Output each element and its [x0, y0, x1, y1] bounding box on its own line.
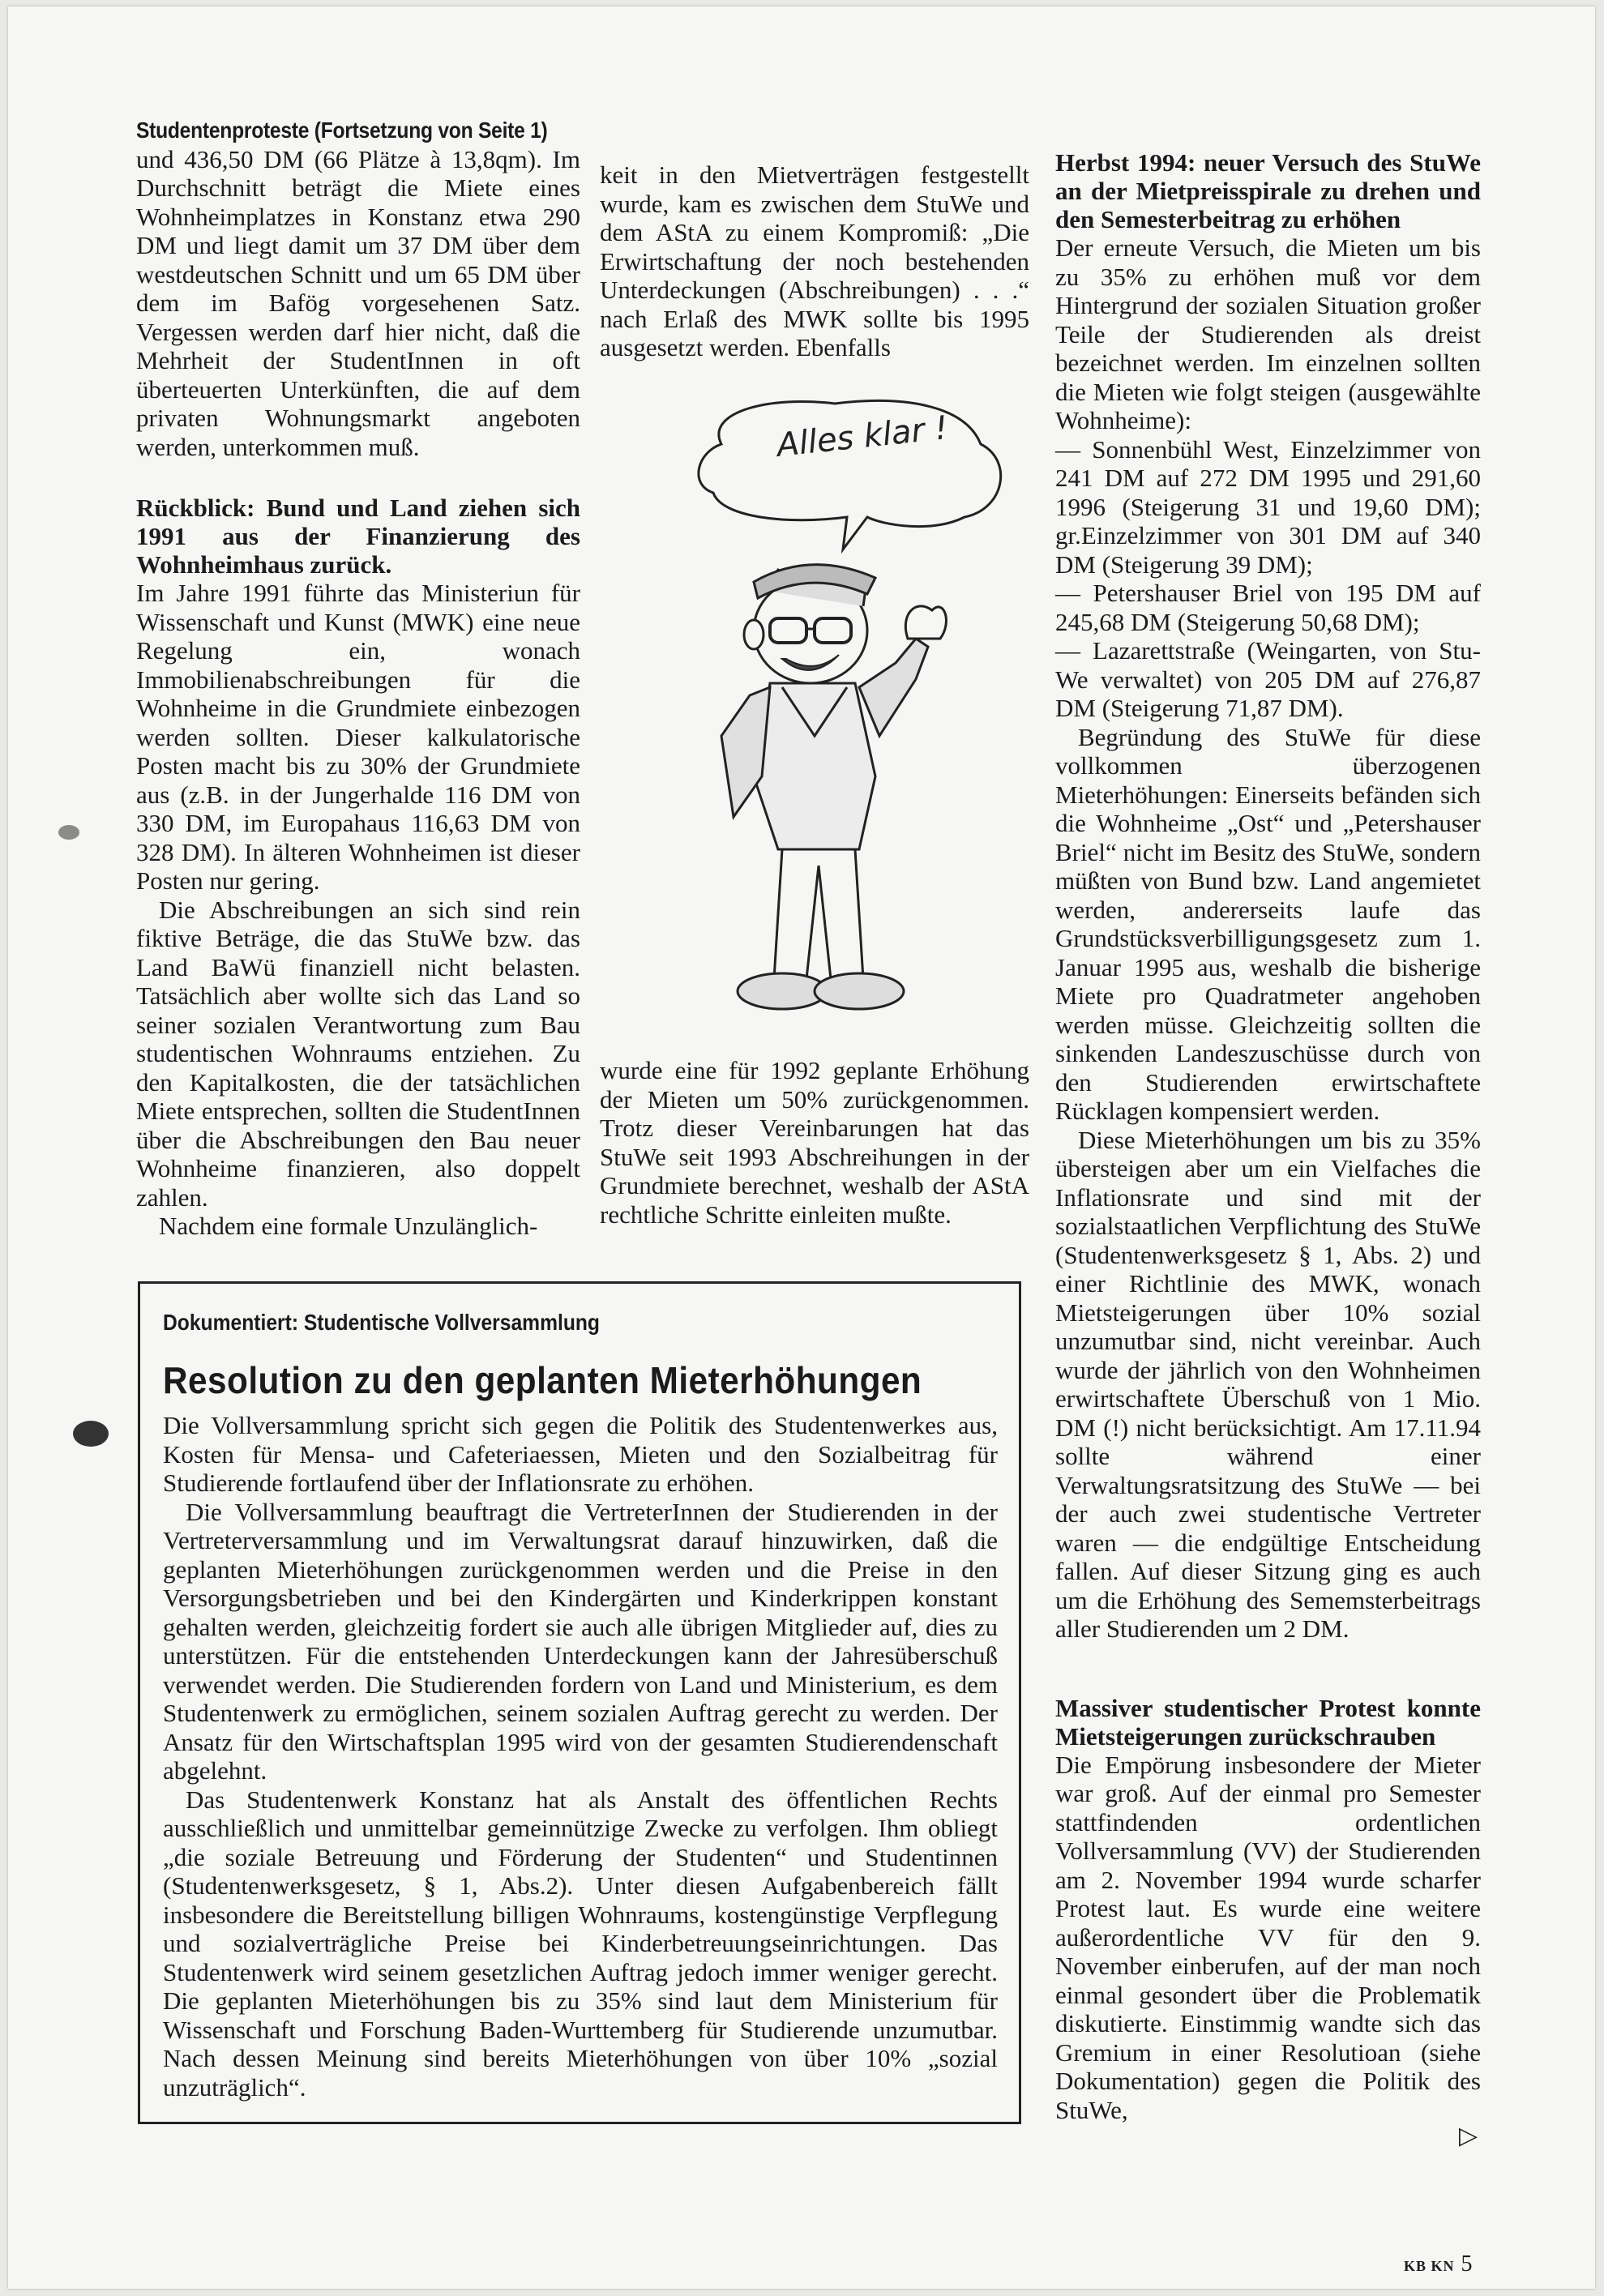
paragraph: Der erneute Versuch, die Mieten um bis zu 35% zu erhöhen muß vor dem Hintergrund der sozialen Situation großer Teile der Studierenden als dreist bezeichnet werden. Im einzelnen sollten die Mieten wie folgt steigen (ausgewählte Wohnheime):: [1055, 233, 1481, 434]
paragraph: Diese Mieterhöhungen um bis zu 35% übersteigen aber um ein Vielfaches die Inflationsrate und sind mit der sozialstaatlichen Verpflichtung des StuWe (Studentenwerksgesetz § 1, Abs. 2) und einer Richtlinie des MWK, wonach Mietsteigerungen über 10% sozial unzumutbar sind, nicht vereinbar. Auch wurde der jährlich von den Wohnheimen erwirtschaftete Überschuß von 1 Mio. DM (!) nicht berücksichtigt. Am 17.11.94 sollte während einer Verwaltungsratsitzung des StuWe — bei der auch zwei studentische Vertreter waren — die endgültige Entscheidung fallen. Auf dieser Sitzung ging es auch um die Erhöhung des Sememsterbeitrags aller Studierenden um 2 DM.: [1055, 1125, 1481, 1643]
section-heading: Rückblick: Bund und Land ziehen sich 1991 aus der Finanzierung des Wohnheimhaus zurück.: [136, 494, 580, 579]
page-footer: [1404, 2251, 1473, 2277]
punch-hole-icon: [58, 825, 79, 840]
speech-text: Alles klar !: [775, 409, 950, 464]
column-left: [136, 116, 580, 1241]
section-heading: Massiver studentischer Protest konnte Mietsteigerungen zurückschrauben: [1055, 1693, 1481, 1751]
paragraph: Nachdem eine formale Unzulänglich-: [159, 1212, 538, 1240]
list-item: — Petershauser Briel von 195 DM auf 245,68 DM (Steigerung 50,68 DM);: [1055, 579, 1481, 636]
newspaper-page: [8, 6, 1595, 2289]
column-right: [1055, 148, 1481, 2124]
resolution-box: [138, 1281, 1021, 2124]
resolution-title: Resolution zu den geplanten Mieterhöhungen: [163, 1358, 922, 1401]
page-number: 5: [1461, 2251, 1473, 2277]
paragraph: Die Empörung insbesondere der Mieter war groß. Auf der einmal pro Semester stattfindenden ordentlichen Vollversammlung (VV) der Studierenden am 2. November 1994 wurde scharfer Protest laut. Es wurde eine weitere außerordentliche VV für den 9. November einberufen, auf der man noch einmal gesondert über die Problematik diskutierte. Einstimmig wandte sich das Gremium in einer Resolutioan (siehe Dokumentation) gegen die Politik des StuWe,: [1055, 1750, 1481, 2124]
section-heading: Herbst 1994: neuer Versuch des StuWe an der Mietpreisspirale zu drehen und den Semesterbeitrag zu erhöhen: [1055, 148, 1481, 233]
waving-hand-icon: [905, 606, 946, 639]
paragraph: Begründung des StuWe für diese vollkommen überzogenen Mieterhöhungen: Einerseits befänden sich die Wohnheime „Ost“ und „Petershauser Briel“ nicht im Besitz des StuWe, sondern müßten von Bund bzw. Land angemietet werden, andererseits laufe das Grundstücksverbilligungsgesetz zum 1. Januar 1995 aus, weshalb die bisherige Miete pro Quadratmeter angehoben werden müsse. Gleichzeitig sollten die sinkenden Landeszuschüsse durch von den Studierenden erwirtschaftete Rücklagen kompensiert werden.: [1055, 722, 1481, 1125]
footer-label: KB KN: [1404, 2258, 1455, 2274]
punch-hole-icon: [73, 1421, 109, 1447]
paragraph: wurde eine für 1992 geplante Erhöhung der Mieten um 50% zurückgenommen. Trotz dieser Vereinbarungen hat das StuWe seit 1993 Abschreihungen in der Grundmiete berechnet, weshalb der AStA rechtliche Schritte einleiten mußte.: [600, 1056, 1029, 1229]
continue-arrow-icon: ▷: [1459, 2123, 1478, 2149]
paragraph: Die Vollversammlung beauftragt die VertreterInnen der Studierenden in der Vertreterversammlung und im Verwaltungsrat darauf hinzuwirken, daß die geplanten Mieterhöhungen zurückgenommen werden und die Preise in den Versorgungsbetrieben und bei den Kindergärten und Kinderkrippen konstant gehalten werden, gleichzeitig fordert sie auch alle übrigen Mitglieder auf, dies zu unterstützen. Für die entstehenden Unterdeckungen kann der Jahresüberschuß verwendet werden. Die Studierenden fordern von Land und Ministerium, es dem Studentenwerk zu ermöglichen, seinem sozialen Auftrag gerecht zu werden. Der Ansatz für den Wirtschaftsplan 1995 wird von der gesamten Studierendenschaft abgelehnt.: [163, 1497, 998, 1785]
paragraph: Das Studentenwerk Konstanz hat als Anstalt des öffentlichen Rechts ausschließlich und unmittelbar gemeinnützige Zwecke zu verfolgen. Ihm obliegt „die soziale Betreuung und Förderung der Studenten“ und Studentinnen (Studentenwerksgesetz, § 1, Abs.2). Unter diesen Aufgabenbereich fällt insbesondere die Bereitstellung billigen Wohnraums, kostengünstige Verpflegung und sozialverträgliche Preise bei Kinderbetreuungseinrichtungen. Das Studentenwerk wird seinem gesetzlichen Auftrag jedoch immer weniger gerecht. Die geplanten Mieterhöhungen bis zu 35% sind laut dem Ministerium für Wissenschaft und Forschung Baden-Wurttemberg für Studierende unzumutbar. Nach dessen Meinung sind bereits Mieterhöhungen von über 10% „sozial unzuträglich“.: [163, 1785, 998, 2101]
paragraph: Die Vollversammlung spricht sich gegen die Politik des Studentenwerkes aus, Kosten für Mensa- und Cafeteriaessen, Mieten und den Sozialbeitrag für Studierende fortlaufend über der Inflationsrate zu erhöhen.: [163, 1411, 998, 1497]
column-middle-top: [600, 160, 1029, 362]
shoe-icon: [815, 973, 904, 1009]
list-item: — Sonnenbühl West, Einzelzimmer von 241 DM auf 272 DM 1995 und 291,60 1996 (Steigerung 31 und 19,60 DM); gr.Einzelzimmer von 301 DM auf 340 DM (Steigerung 39 DM);: [1055, 434, 1481, 579]
resolution-kicker: Dokumentiert: Studentische Vollversammlung: [163, 1310, 600, 1335]
column-middle-bottom: [600, 1056, 1029, 1229]
paragraph: keit in den Mietverträgen festgestellt wurde, kam es zwischen dem StuWe und dem AStA zu einem Kompromiß: „Die Erwirtschaftung der noch bestehenden Unterdeckungen (Abschreibungen) . . .“ nach Erlaß des MWK sollte bis 1995 ausgesetzt werden. Ebenfalls: [600, 160, 1029, 361]
cartoon-illustration: [673, 395, 1029, 1044]
paragraph: Die Abschreibungen an sich sind rein fiktive Beträge, die das StuWe bzw. das Land BaWü finanziell nicht belasten. Tatsächlich aber wollte sich das Land so seiner sozialen Verantwortung zum Bau studentischen Wohnraums entziehen. Zu den Kapitalkosten, die der tatsächlichen Miete entsprechen, sollten die StudentInnen über die Abschreibungen den Bau neuer Wohnheime finanzieren, also doppelt zahlen.: [136, 895, 580, 1212]
continuation-kicker: Studentenproteste (Fortsetzung von Seite 1): [136, 118, 548, 143]
paragraph: Im Jahre 1991 führte das Ministeriun für Wissenschaft und Kunst (MWK) eine neue Regelung ein, wonach Immobilienabschreibungen für die Wohnheime in die Grundmiete einbezogen werden sollten. Dieser kalkulatorische Posten macht bis zu 30% der Grundmiete aus (z.B. in der Jungerhalde 116 DM von 330 DM, im Europahaus 116,63 DM von 328 DM). In älteren Wohnheimen ist dieser Posten nur gering.: [136, 579, 580, 895]
paragraph: und 436,50 DM (66 Plätze à 13,8qm). Im Durchschnitt beträgt die Miete eines Wohnheimplatzes in Konstanz etwa 290 DM und liegt damit um 37 DM über dem westdeutschen Schnitt und um 65 DM über dem im Bafög vorgesehenen Satz. Vergessen werden darf hier nicht, daß die Mehrheit der StudentInnen in oft überteuerten Unterkünften, die auf dem privaten Wohnungsmarkt angeboten werden, unterkommen muß.: [136, 144, 580, 461]
list-item: — Lazarettstraße (Weingarten, von Stu-We verwaltet) von 205 DM auf 276,87 DM (Steigerung 71,87 DM).: [1055, 636, 1481, 722]
